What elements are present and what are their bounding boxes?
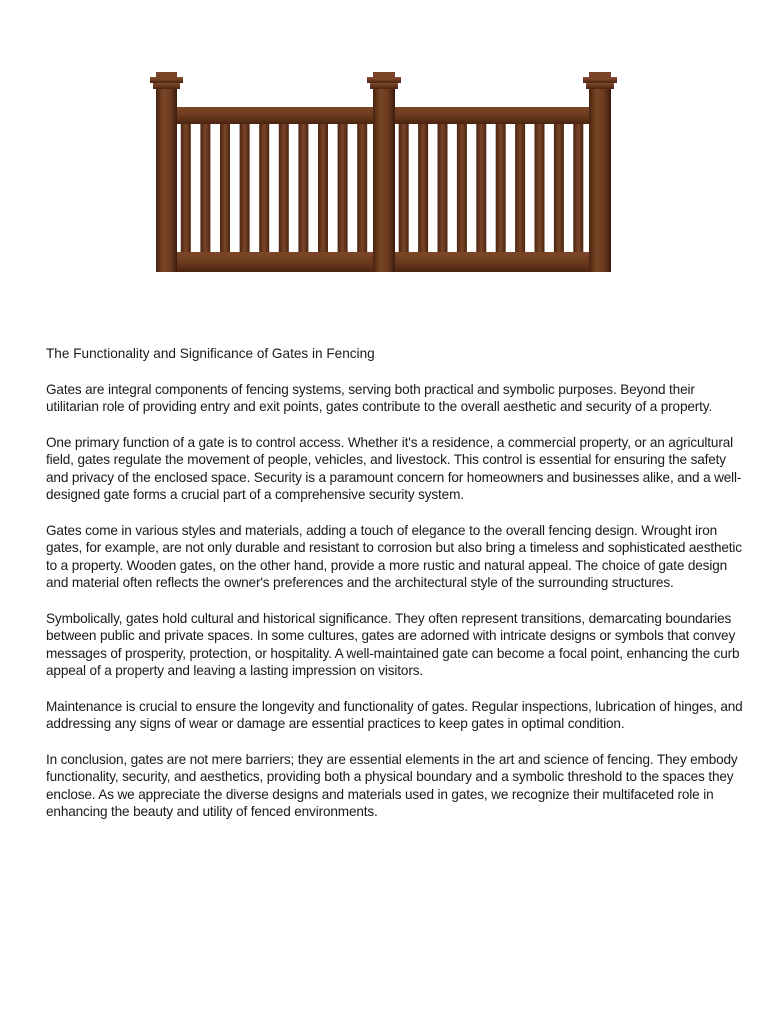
- fence-picket: [338, 122, 348, 254]
- fence-picket: [515, 122, 525, 254]
- fence-picket: [476, 122, 486, 254]
- fence-picket: [418, 122, 428, 254]
- fence-picket: [298, 122, 308, 254]
- article-paragraph-4: Symbolically, gates hold cultural and historical significance. They often represent transitions, demarcating boundaries between public and private spaces. In some cultures, gates are adorned with intricate designs or symbols that convey messages of prosperity, protection, or hospitality. A well-maintained gate can become a focal point, enhancing the curb appeal of a property and leaving a lasting impression on visitors.: [46, 610, 740, 678]
- fence-picket: [259, 122, 269, 254]
- article-paragraph-6: In conclusion, gates are not mere barriers; they are essential elements in the art and science of fencing. They embody functionality, security, and aesthetics, providing both a physical boundary and a symbolic threshold to the spaces they enclose. As we appreciate the diverse designs and materials used in gates, we recognize their multifaceted role in enhancing the beauty and utility of fenced environments.: [46, 751, 738, 819]
- fence-picket: [535, 122, 545, 254]
- fence-picket: [496, 122, 506, 254]
- fence-picket: [357, 122, 367, 254]
- fence-post-left: [150, 72, 183, 272]
- fence-picket: [181, 122, 191, 254]
- fence-picket: [554, 122, 564, 254]
- fence-post-right: [583, 72, 617, 272]
- fence-picket: [399, 122, 409, 254]
- top-rail-left: [176, 107, 374, 124]
- fence-picket: [279, 122, 289, 254]
- top-rail-right: [394, 107, 590, 124]
- wooden-fence-gate-icon: [148, 72, 620, 276]
- fence-picket: [573, 122, 583, 254]
- bottom-rail-left: [176, 252, 374, 272]
- bottom-rail-right: [394, 252, 590, 272]
- fence-picket: [200, 122, 210, 254]
- fence-picket: [438, 122, 448, 254]
- article: [46, 345, 746, 839]
- article-paragraph-1: Gates are integral components of fencing systems, serving both practical and symbolic purposes. Beyond their utilitarian role of providing entry and exit points, gates contribute to the overall aesthetic and security of a property.: [46, 381, 713, 414]
- article-paragraph-5: Maintenance is crucial to ensure the longevity and functionality of gates. Regular inspections, lubrication of hinges, and addressing any signs of wear or damage are essential practices to keep gates in optimal condition.: [46, 698, 743, 731]
- article-paragraph-3: Gates come in various styles and materials, adding a touch of elegance to the overall fencing design. Wrought iron gates, for example, are not only durable and resistant to corrosion but also bring a timeless and sophisticated aesthetic to a property. Wooden gates, on the other hand, provide a more rustic and natural appeal. The choice of gate design and material often reflects the owner's preferences and the architectural style of the surrounding structures.: [46, 522, 742, 590]
- fence-picket: [240, 122, 250, 254]
- article-title: The Functionality and Significance of Gates in Fencing: [46, 346, 375, 361]
- article-paragraph-2: One primary function of a gate is to control access. Whether it's a residence, a commercial property, or an agricultural field, gates regulate the movement of people, vehicles, and livestock. This control is essential for ensuring the safety and privacy of the enclosed space. Security is a paramount concern for homeowners and businesses alike, and a well-designed gate forms a crucial part of a comprehensive security system.: [46, 434, 742, 502]
- fence-picket: [318, 122, 328, 254]
- fence-picket: [220, 122, 230, 254]
- fence-picket: [457, 122, 467, 254]
- fence-post-middle: [367, 72, 401, 272]
